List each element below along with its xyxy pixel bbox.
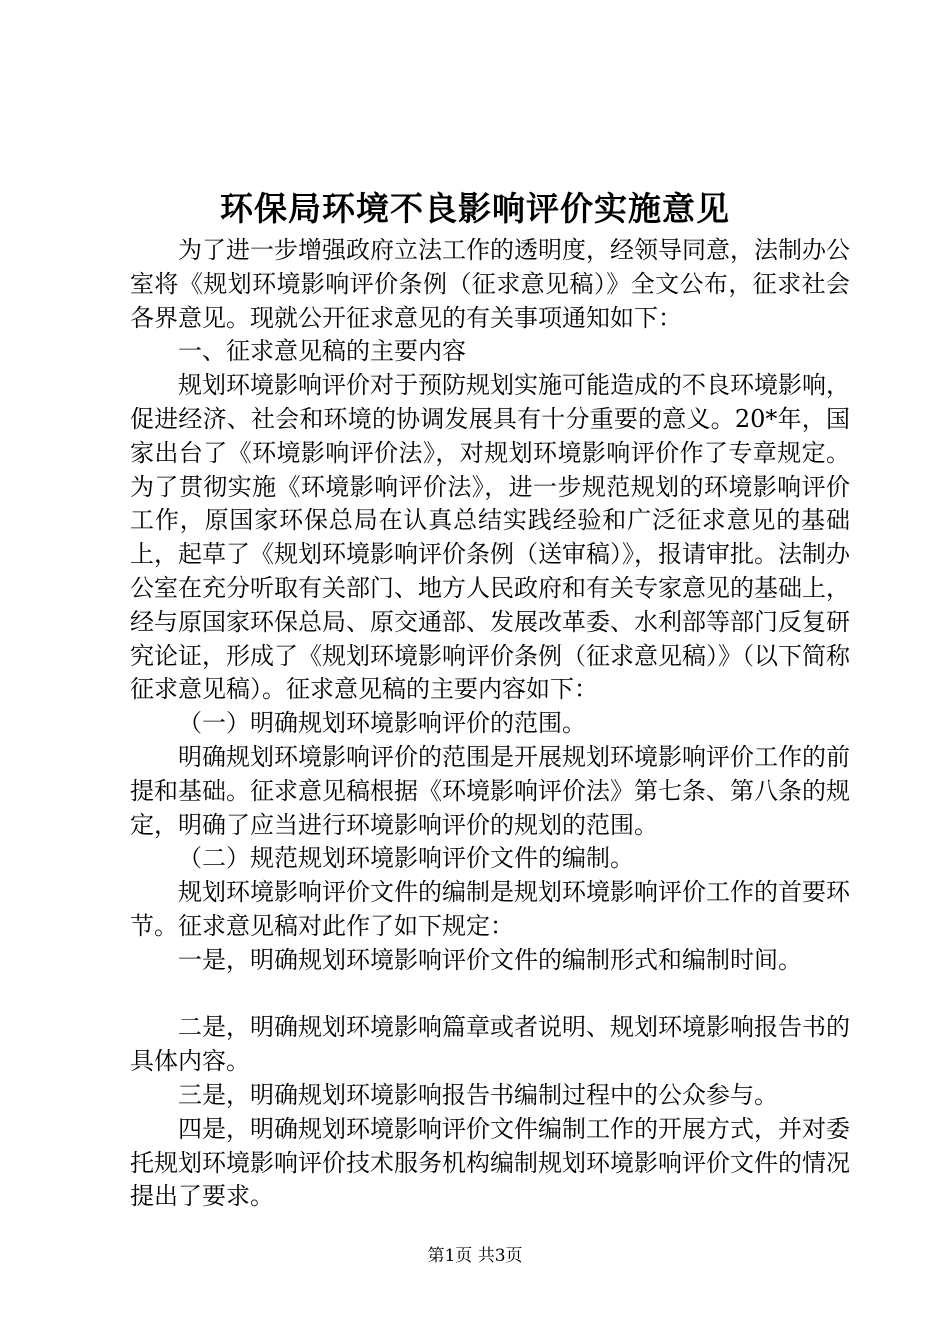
list-item-first: 一是，明确规划环境影响评价文件的编制形式和编制时间。 (178, 945, 802, 974)
list-item-second: 二是，明确规划环境影响篇章或者说明、规划环境影响报告书的具体内容。 (130, 1013, 850, 1076)
document-body (130, 234, 850, 1214)
blank-line (130, 978, 850, 1012)
paragraph-background: 规划环境影响评价对于预防规划实施可能造成的不良环境影响，促进经济、社会和环境的协调发展具有十分重要的意义。20*年，国家出台了《环境影响评价法》，对规划环境影响评价作了专章规定。为了贯彻实施《环境影响评价法》，进一步规范规划的环境影响评价工作，原国家环保总局在认真总结实践经验和广泛征求意见的基础上，起草了《规划环境影响评价条例（送审稿）》，报请审批。法制办公室在充分听取有关部门、地方人民政府和有关专家意见的基础上，经与原国家环保总局、原交通部、发展改革委、水利部等部门反复研究论证，形成了《规划环境影响评价条例（征求意见稿）》（以下简称征求意见稿）。征求意见稿的主要内容如下： (130, 371, 850, 704)
paragraph-intro: 为了进一步增强政府立法工作的透明度，经领导同意，法制办公室将《规划环境影响评价条例（征求意见稿）》全文公布，征求社会各界意见。现就公开征求意见的有关事项通知如下： (130, 236, 850, 332)
subsection-heading-1: （一）明确规划环境影响评价的范围。 (178, 709, 586, 738)
subsection-heading-2: （二）规范规划环境影响评价文件的编制。 (178, 844, 634, 873)
page-number-footer: 第1页 共3页 (427, 1246, 523, 1266)
list-item-fourth: 四是，明确规划环境影响评价文件编制工作的开展方式，并对委托规划环境影响评价技术服务机构编制规划环境影响评价文件的情况提出了要求。 (130, 1114, 850, 1211)
paragraph-compilation: 规划环境影响评价文件的编制是规划环境影响评价工作的首要环节。征求意见稿对此作了如下规定： (130, 878, 850, 940)
section-heading-1: 一、征求意见稿的主要内容 (178, 337, 466, 366)
document-title: 环保局环境不良影响评价实施意见 (220, 189, 730, 228)
list-item-third: 三是，明确规划环境影响报告书编制过程中的公众参与。 (178, 1080, 778, 1109)
paragraph-scope: 明确规划环境影响评价的范围是开展规划环境影响评价工作的前提和基础。征求意见稿根据《环境影响评价法》第七条、第八条的规定，明确了应当进行环境影响评价的规划的范围。 (130, 742, 850, 839)
